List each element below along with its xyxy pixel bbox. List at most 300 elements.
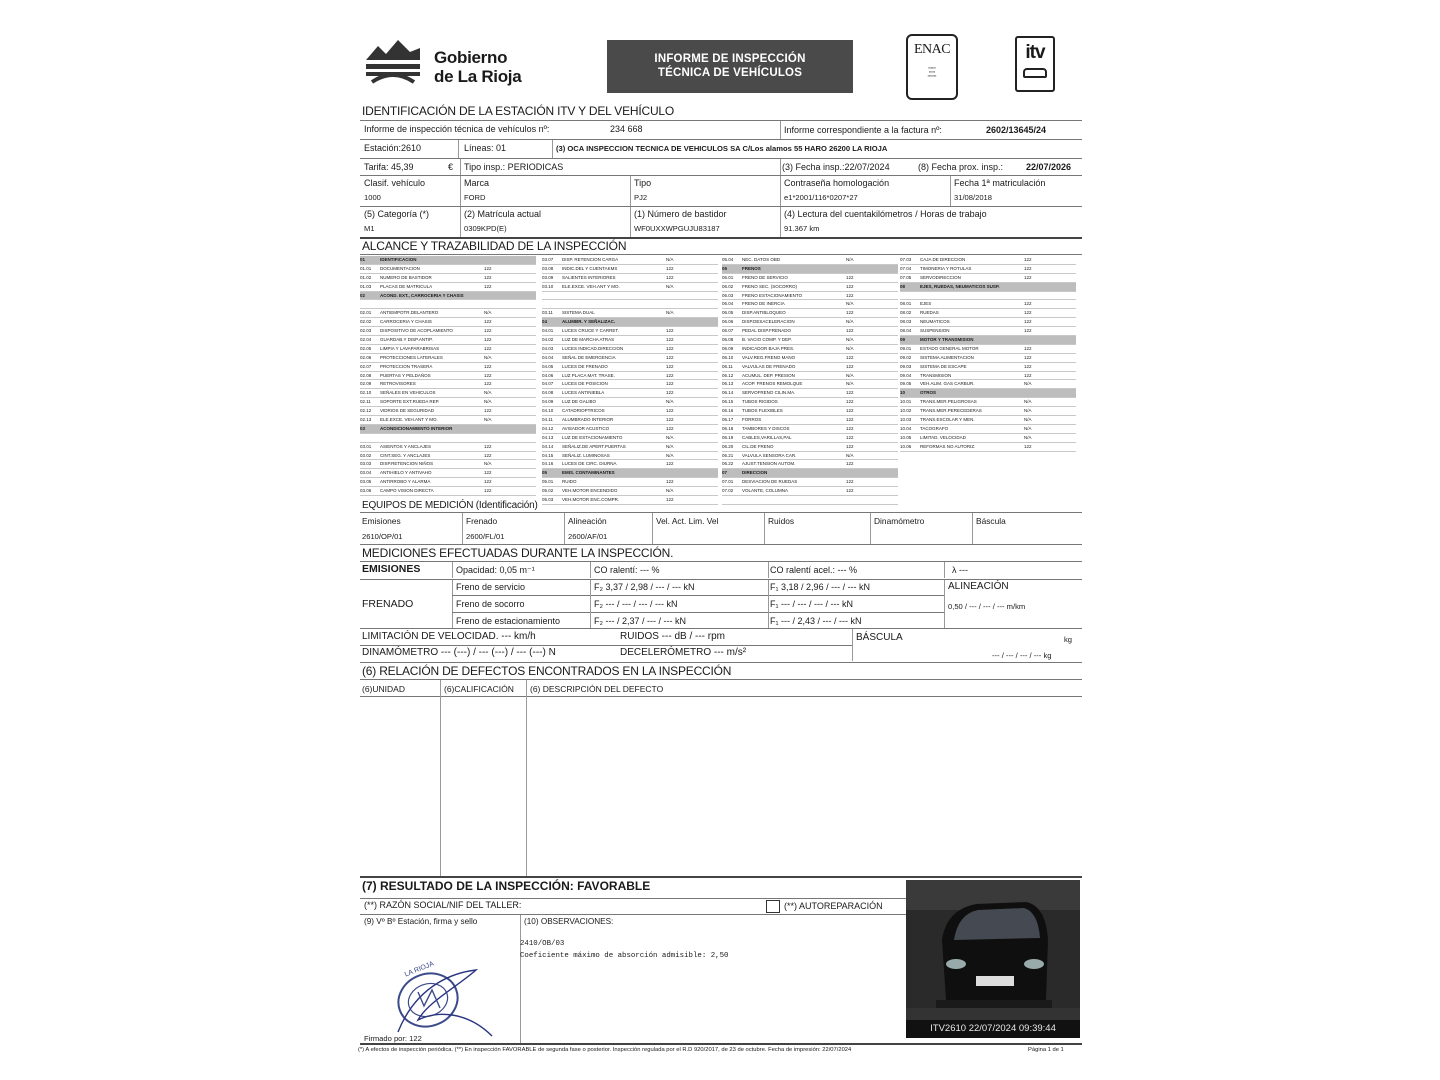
traz-row xyxy=(900,300,1076,309)
traz-code: 01.02 xyxy=(360,274,372,280)
traz-row xyxy=(542,469,718,478)
traz-description: NUMERO DE BASTIDOR xyxy=(380,274,432,280)
informe-value: 234 668 xyxy=(610,124,643,134)
bascula-values: --- / --- / --- / --- kg xyxy=(992,651,1052,660)
traz-description: CAJA DE DIRECCION xyxy=(920,257,966,262)
car-icon xyxy=(1023,68,1047,78)
station-name: (3) OCA INSPECCION TECNICA DE VEHICULOS SA C/Los alamos 55 HARO 26200 LA RIOJA xyxy=(556,144,888,153)
informe-label: Informe de inspección técnica de vehículos nº: xyxy=(364,124,550,134)
traz-description: TRANSMISION xyxy=(920,372,952,378)
enac-label: ENAC xyxy=(913,42,951,57)
traz-row xyxy=(360,434,536,443)
traz-description: PLACAS DE MATRICULA xyxy=(380,283,433,289)
traz-description: LUZ DE GALIBO xyxy=(562,399,597,405)
traz-row xyxy=(360,380,536,389)
traz-code: 02.12 xyxy=(360,408,372,414)
traz-description: SEÑALIZ. LUMINOSAS xyxy=(562,452,610,458)
traz-result: 122 xyxy=(484,443,492,449)
traz-description: SERVOFRENO CILIN.MA. xyxy=(742,390,796,396)
traz-description: INDICADOR BAJA PRES. xyxy=(742,345,795,351)
traz-description: LUCES CRUCE Y CARRET. xyxy=(562,328,619,334)
equipo-value: 2610/OP/01 xyxy=(362,532,403,541)
traz-row xyxy=(360,327,536,336)
traz-description: DISP.DESACELERACION xyxy=(742,319,795,325)
freno-socorro-f1: F₁ --- / --- / --- / --- kN xyxy=(770,599,854,609)
traz-description: ELE.EXCE. VEH.ANT Y MO. xyxy=(562,283,620,289)
fecha-mat-value: 31/08/2018 xyxy=(954,193,993,202)
traz-row xyxy=(542,460,718,469)
matricula-label: (2) Matrícula actual xyxy=(464,209,542,219)
traz-result: 122 xyxy=(666,417,674,423)
traz-description: ACOND. EXT., CARROCERIA Y CHASIS xyxy=(380,292,464,298)
traz-result: N/A xyxy=(484,390,492,396)
traz-code: 09.04 xyxy=(900,372,912,378)
traz-result: N/A xyxy=(484,417,492,423)
traz-row xyxy=(722,452,898,461)
traz-result: 122 xyxy=(484,265,492,271)
traz-code: 07 xyxy=(722,470,728,476)
tarifa-currency: € xyxy=(448,162,454,172)
traz-row xyxy=(900,283,1076,292)
traz-code: 10.06 xyxy=(900,443,912,449)
traz-column xyxy=(360,256,536,496)
traz-row xyxy=(542,380,718,389)
traz-row xyxy=(900,425,1076,434)
traz-result: N/A xyxy=(1024,408,1032,414)
traz-code: 06 xyxy=(722,265,728,271)
traz-code: 03.02 xyxy=(360,452,372,458)
traz-result: 122 xyxy=(666,345,674,351)
traz-code: 02.03 xyxy=(360,328,372,334)
enac-logo xyxy=(906,34,958,100)
traz-result: 122 xyxy=(1024,301,1032,307)
traz-description: TRANS.ESCOLAR Y MEN. xyxy=(920,417,975,423)
clasif-value: 1000 xyxy=(364,193,381,202)
traz-code: 06.13 xyxy=(722,381,734,387)
traz-row xyxy=(360,256,536,265)
traz-code: 10.02 xyxy=(900,408,912,414)
traz-code: 06.16 xyxy=(722,408,734,414)
traz-result: 122 xyxy=(666,372,674,378)
marca-label: Marca xyxy=(464,178,490,188)
traz-column xyxy=(542,256,718,505)
traz-result: N/A xyxy=(484,461,492,467)
traz-row xyxy=(900,380,1076,389)
autoreparacion-checkbox[interactable] xyxy=(766,900,780,913)
traz-code: 06.07 xyxy=(722,328,734,334)
traz-code: 03.04 xyxy=(360,470,372,476)
contrasena-value: e1*2001/116*0207*27 xyxy=(784,193,858,202)
traz-result: N/A xyxy=(846,257,854,262)
traz-row xyxy=(900,443,1076,452)
traz-description: DISP.RETENCION NIÑOS xyxy=(380,461,434,467)
traz-code: 07.03 xyxy=(900,257,912,262)
traz-result: 122 xyxy=(484,283,492,289)
traz-description: TAMBORES Y DISCOS xyxy=(742,425,790,431)
traz-result: N/A xyxy=(846,345,854,351)
traz-result: N/A xyxy=(846,337,854,343)
traz-description: LIMITAD. VELOCIDAD xyxy=(920,434,966,440)
traz-row xyxy=(722,443,898,452)
traz-description: ELE.EXCE. VEH.ANT Y MO. xyxy=(380,417,438,423)
traz-code: 03 xyxy=(360,425,366,431)
traz-code: 04.06 xyxy=(542,372,554,378)
equipo-value: 2600/FL/01 xyxy=(466,532,505,541)
traz-column xyxy=(722,256,898,505)
traz-result: N/A xyxy=(666,434,674,440)
traz-description: PEDAL DISP.FRENADO xyxy=(742,328,792,334)
traz-result: 122 xyxy=(1024,257,1032,262)
traz-result: N/A xyxy=(846,381,854,387)
traz-code: 06.20 xyxy=(722,443,734,449)
traz-description: SOPORTE EXT.RUEDA REP. xyxy=(380,399,440,405)
traz-code: 04.11 xyxy=(542,417,553,423)
traz-code: 03.07 xyxy=(542,257,554,262)
traz-result: 122 xyxy=(666,408,674,414)
traz-code: 06.10 xyxy=(722,354,734,360)
traz-result: 122 xyxy=(846,425,854,431)
equipo-label: Dinamómetro xyxy=(874,516,925,526)
traz-row xyxy=(542,318,718,327)
logo-line2: de La Rioja xyxy=(434,67,522,86)
traz-code: 06.08 xyxy=(722,337,734,343)
traz-description: SISTEMA DE ESCAPE xyxy=(920,363,967,369)
traz-code: 06.05 xyxy=(722,310,734,316)
limitacion-velocidad: LIMITACIÓN DE VELOCIDAD. --- km/h xyxy=(362,631,536,642)
traz-code: 05.03 xyxy=(542,497,554,503)
defectos-col-unidad: (6)UNIDAD xyxy=(362,684,405,694)
traz-description: CAMPO VISION DIRECTA xyxy=(380,488,434,494)
traz-row xyxy=(542,274,718,283)
traz-code: 04.16 xyxy=(542,461,554,467)
traz-result: 122 xyxy=(484,408,492,414)
equipos-section-title: EQUIPOS DE MEDICIÓN (Identificación) xyxy=(362,500,538,511)
ruidos: RUIDOS --- dB / --- rpm xyxy=(620,631,725,642)
report-title-line1: INFORME DE INSPECCIÓN xyxy=(654,53,806,65)
emisiones-label: EMISIONES xyxy=(362,563,421,575)
traz-description: CINT.SEG. Y ANCLAJES xyxy=(380,452,431,458)
traz-row xyxy=(722,309,898,318)
traz-result: 122 xyxy=(846,328,854,334)
traz-result: N/A xyxy=(666,257,674,262)
traz-code: 02.06 xyxy=(360,354,372,360)
traz-result: 122 xyxy=(666,461,674,467)
traz-row xyxy=(722,363,898,372)
traz-row xyxy=(360,345,536,354)
clasif-label: Clasif. vehículo xyxy=(364,178,426,188)
factura-value: 2602/13645/24 xyxy=(986,125,1047,135)
traz-result: 122 xyxy=(484,345,492,351)
traz-row xyxy=(360,389,536,398)
traz-description: DISPOSITIVO DE ACOPLAMIENTO xyxy=(380,328,453,334)
traz-code: 08.01 xyxy=(900,301,912,307)
traz-code: 07.02 xyxy=(722,488,734,494)
traz-code: 05.02 xyxy=(542,488,554,494)
traz-row xyxy=(360,452,536,461)
traz-row xyxy=(542,416,718,425)
traz-row xyxy=(542,452,718,461)
traz-code: 04.03 xyxy=(542,345,554,351)
traz-description: TRANS.MER.PERECEDERAS xyxy=(920,408,982,414)
alineacion-value: 0,50 / --- / --- / --- m/km xyxy=(948,602,1026,611)
traz-row xyxy=(360,309,536,318)
traz-row xyxy=(722,434,898,443)
traz-result: 122 xyxy=(666,425,674,431)
mediciones-section-title: MEDICIONES EFECTUADAS DURANTE LA INSPECCIÓN. xyxy=(362,546,674,560)
gobierno-la-rioja-logo xyxy=(364,34,534,90)
traz-result: 122 xyxy=(846,310,854,316)
traz-code: 08.02 xyxy=(900,310,912,316)
traz-result: 122 xyxy=(846,390,854,396)
traz-row xyxy=(542,372,718,381)
traz-description: TACOGRAFO xyxy=(920,425,949,431)
traz-description: REFORMAS NO AUTORIZ. xyxy=(920,443,976,449)
traz-code: 04.10 xyxy=(542,408,554,414)
traz-code: 04.08 xyxy=(542,390,554,396)
traz-result: N/A xyxy=(484,354,492,360)
footer-page: Página 1 de 1 xyxy=(1028,1047,1064,1053)
traz-result: 122 xyxy=(846,283,854,289)
traz-row xyxy=(722,487,898,496)
traz-description: VEH.MOTOR ENC.COMPR. xyxy=(562,497,620,503)
traz-row xyxy=(360,487,536,496)
traz-result: 122 xyxy=(846,443,854,449)
traz-row xyxy=(360,469,536,478)
photo-caption: ITV2610 22/07/2024 09:39:44 xyxy=(906,1020,1080,1038)
traz-row xyxy=(542,327,718,336)
traz-result: 122 xyxy=(846,488,854,494)
traz-row xyxy=(722,372,898,381)
traz-code: 05.04 xyxy=(722,257,734,262)
razon-social-label: (**) RAZÓN SOCIAL/NIF DEL TALLER: xyxy=(364,900,522,910)
traz-code: 06.01 xyxy=(722,274,734,280)
traz-code: 06.18 xyxy=(722,425,734,431)
traz-description: ANTIRROBO Y ALARMA xyxy=(380,479,431,485)
km-value: 91.367 km xyxy=(784,224,820,233)
traz-row xyxy=(360,478,536,487)
traz-row xyxy=(542,345,718,354)
traz-code: 04.04 xyxy=(542,354,554,360)
traz-description: FRENO DE SERVICIO xyxy=(742,274,788,280)
traz-section-title: ALCANCE Y TRAZABILIDAD DE LA INSPECCIÓN xyxy=(362,239,627,253)
traz-code: 02.02 xyxy=(360,319,372,325)
traz-row xyxy=(722,425,898,434)
traz-row xyxy=(542,336,718,345)
traz-result: 122 xyxy=(846,274,854,280)
traz-code: 04.01 xyxy=(542,328,554,334)
traz-code: 03.03 xyxy=(360,461,372,467)
opacidad: Opacidad: 0,05 m⁻¹ xyxy=(456,565,535,575)
traz-row xyxy=(542,478,718,487)
traz-result: 122 xyxy=(1024,372,1032,378)
traz-code: 09.01 xyxy=(900,345,912,351)
traz-description: TRANS.MER.PELIGROSAS xyxy=(920,399,977,405)
traz-code: 06.04 xyxy=(722,301,734,307)
traz-description: IDENTIFICACION xyxy=(380,257,417,262)
traz-description: CIL.DE FRENO xyxy=(742,443,774,449)
traz-description: LUCES DE POSICION xyxy=(562,381,608,387)
traz-result: 122 xyxy=(1024,274,1032,280)
traz-description: ACOP. FRENOS REMOLQUE xyxy=(742,381,803,387)
traz-row xyxy=(360,283,536,292)
traz-description: CATADRIOPTRICOS xyxy=(562,408,605,414)
traz-result: 122 xyxy=(1024,354,1032,360)
traz-row xyxy=(542,434,718,443)
traz-row xyxy=(542,363,718,372)
traz-row xyxy=(542,256,718,265)
traz-result: N/A xyxy=(846,372,854,378)
traz-row xyxy=(360,460,536,469)
traz-code: 02.01 xyxy=(360,310,372,316)
traz-result: 122 xyxy=(846,363,854,369)
autoreparacion-label: (**) AUTOREPARACIÓN xyxy=(784,901,883,911)
traz-description: PUERTAS Y PELDAÑOS xyxy=(380,372,431,378)
traz-row xyxy=(722,478,898,487)
traz-description: VEH.MOTOR ENCENDIDO xyxy=(562,488,618,494)
traz-description: TIMONERIA Y ROTULAS xyxy=(920,265,972,271)
co-ralenti-acel: CO ralentí acel.: --- % xyxy=(770,565,858,575)
traz-row xyxy=(722,354,898,363)
defectos-col-descripcion: (6) DESCRIPCIÓN DEL DEFECTO xyxy=(530,684,664,694)
traz-result: N/A xyxy=(1024,381,1032,387)
factura-label: Informe correspondiente a la factura nº: xyxy=(784,125,942,135)
traz-code: 03.05 xyxy=(360,479,372,485)
traz-row xyxy=(900,309,1076,318)
traz-row xyxy=(722,460,898,469)
dinamometro: DINAMÓMETRO --- (---) / --- (---) / --- (---) N xyxy=(362,647,556,658)
traz-row xyxy=(722,407,898,416)
traz-row xyxy=(542,407,718,416)
traz-code: 06.15 xyxy=(722,399,734,405)
traz-result: 122 xyxy=(846,461,854,467)
traz-code: 05.01 xyxy=(542,479,554,485)
traz-row xyxy=(722,300,898,309)
traz-description: ANTIHIELO Y ANTIVAHO xyxy=(380,470,432,476)
contrasena-label: Contraseña homologación xyxy=(784,178,890,188)
traz-result: 122 xyxy=(484,488,492,494)
traz-code: 10.03 xyxy=(900,417,912,423)
traz-table xyxy=(360,256,1082,503)
station-stamp-signature xyxy=(388,962,498,1042)
traz-row xyxy=(900,274,1076,283)
traz-result: N/A xyxy=(484,399,492,405)
traz-code: 02.13 xyxy=(360,417,372,423)
traz-code: 02.08 xyxy=(360,372,372,378)
traz-row xyxy=(900,318,1076,327)
traz-description: LUCES DE FRENADO xyxy=(562,363,608,369)
lineas: Líneas: 01 xyxy=(464,143,507,153)
traz-result: 122 xyxy=(846,354,854,360)
traz-result: 122 xyxy=(846,399,854,405)
traz-description: RETROVISORES xyxy=(380,381,416,387)
traz-description: SISTEMA DUAL xyxy=(562,310,595,316)
traz-code: 06.12 xyxy=(722,372,734,378)
traz-description: FORROS xyxy=(742,417,762,423)
traz-description: AJUST.TENSION AUTOM. xyxy=(742,461,796,467)
traz-description: SUSPENSION xyxy=(920,328,950,334)
traz-row xyxy=(360,425,536,434)
equipo-value: 2600/AF/01 xyxy=(568,532,608,541)
traz-code: 02 xyxy=(360,292,366,298)
traz-code: 02.04 xyxy=(360,337,372,343)
traz-result: N/A xyxy=(846,319,854,325)
traz-code: 03.06 xyxy=(360,488,372,494)
traz-row xyxy=(360,292,536,301)
traz-result: 122 xyxy=(484,274,492,280)
traz-result: 122 xyxy=(666,265,674,271)
traz-description: SEÑALES EN VEHICULOS xyxy=(380,390,436,396)
traz-result: 122 xyxy=(1024,345,1032,351)
traz-row xyxy=(900,416,1076,425)
traz-row xyxy=(542,283,718,292)
traz-description: SEÑAL DE EMERGENCIA xyxy=(562,354,616,360)
traz-row xyxy=(542,425,718,434)
traz-row xyxy=(722,318,898,327)
traz-row xyxy=(542,487,718,496)
traz-description: LUCES DE CIRC. DIURNA xyxy=(562,461,617,467)
report-title-line2: TÉCNICA DE VEHÍCULOS xyxy=(657,67,803,79)
traz-result: N/A xyxy=(1024,425,1032,431)
traz-description: VOLANTE, COLUMNA xyxy=(742,488,789,494)
bascula-label: BÁSCULA xyxy=(856,632,903,643)
traz-row xyxy=(722,380,898,389)
traz-code: 06.17 xyxy=(722,417,734,423)
traz-description: LUCES ANTINIEBLA xyxy=(562,390,605,396)
traz-description: VALVULAS DE FRENADO xyxy=(742,363,796,369)
traz-result: 122 xyxy=(846,417,854,423)
traz-row xyxy=(360,336,536,345)
traz-description: ANTIEMPOTR.DELANTERO xyxy=(380,310,439,316)
traz-row xyxy=(542,309,718,318)
traz-description: SEÑALIZ.DE APERT.PUERTAS xyxy=(562,443,626,449)
traz-result: 122 xyxy=(846,292,854,298)
traz-code: 03.01 xyxy=(360,443,372,449)
traz-result: 122 xyxy=(846,434,854,440)
traz-description: SERVODIRECCION xyxy=(920,274,961,280)
categoria-value: M1 xyxy=(364,224,375,233)
traz-description: SISTEMA ALIMENTACION xyxy=(920,354,974,360)
freno-estac-label: Freno de estacionamiento xyxy=(456,616,561,626)
traz-code: 10 xyxy=(900,390,906,396)
traz-description: ALUMBRADO INTERIOR xyxy=(562,417,614,423)
itv-label: itv xyxy=(1025,42,1045,63)
lambda: λ --- xyxy=(952,565,968,575)
traz-row xyxy=(360,398,536,407)
traz-description: INDIC.DEL Y CUENTAKMS xyxy=(562,265,618,271)
traz-row xyxy=(360,363,536,372)
freno-servicio-f2: F₂ 3,37 / 2,98 / --- / --- kN xyxy=(594,582,695,592)
traz-row xyxy=(542,398,718,407)
bastidor-value: WF0UXXWPGUJU83187 xyxy=(634,224,720,233)
traz-code: 02.10 xyxy=(360,390,372,396)
defectos-col-calificacion: (6)CALIFICACIÓN xyxy=(444,684,514,694)
freno-estac-f1: F₁ --- / 2,43 / --- / --- kN xyxy=(770,616,862,626)
traz-code: 10.05 xyxy=(900,434,912,440)
traz-result: 122 xyxy=(484,363,492,369)
traz-row xyxy=(900,372,1076,381)
traz-row xyxy=(542,354,718,363)
traz-code: 03.11 xyxy=(542,310,553,316)
equipo-label: Vel. Act. Lim. Vel xyxy=(656,516,719,526)
traz-description: EJES xyxy=(920,301,932,307)
vehicle-photo xyxy=(906,880,1080,1038)
traz-code: 05 xyxy=(542,470,548,476)
traz-code: 03.08 xyxy=(542,265,554,271)
traz-result: N/A xyxy=(666,399,674,405)
traz-row xyxy=(900,398,1076,407)
traz-result: N/A xyxy=(666,443,674,449)
traz-row xyxy=(360,416,536,425)
